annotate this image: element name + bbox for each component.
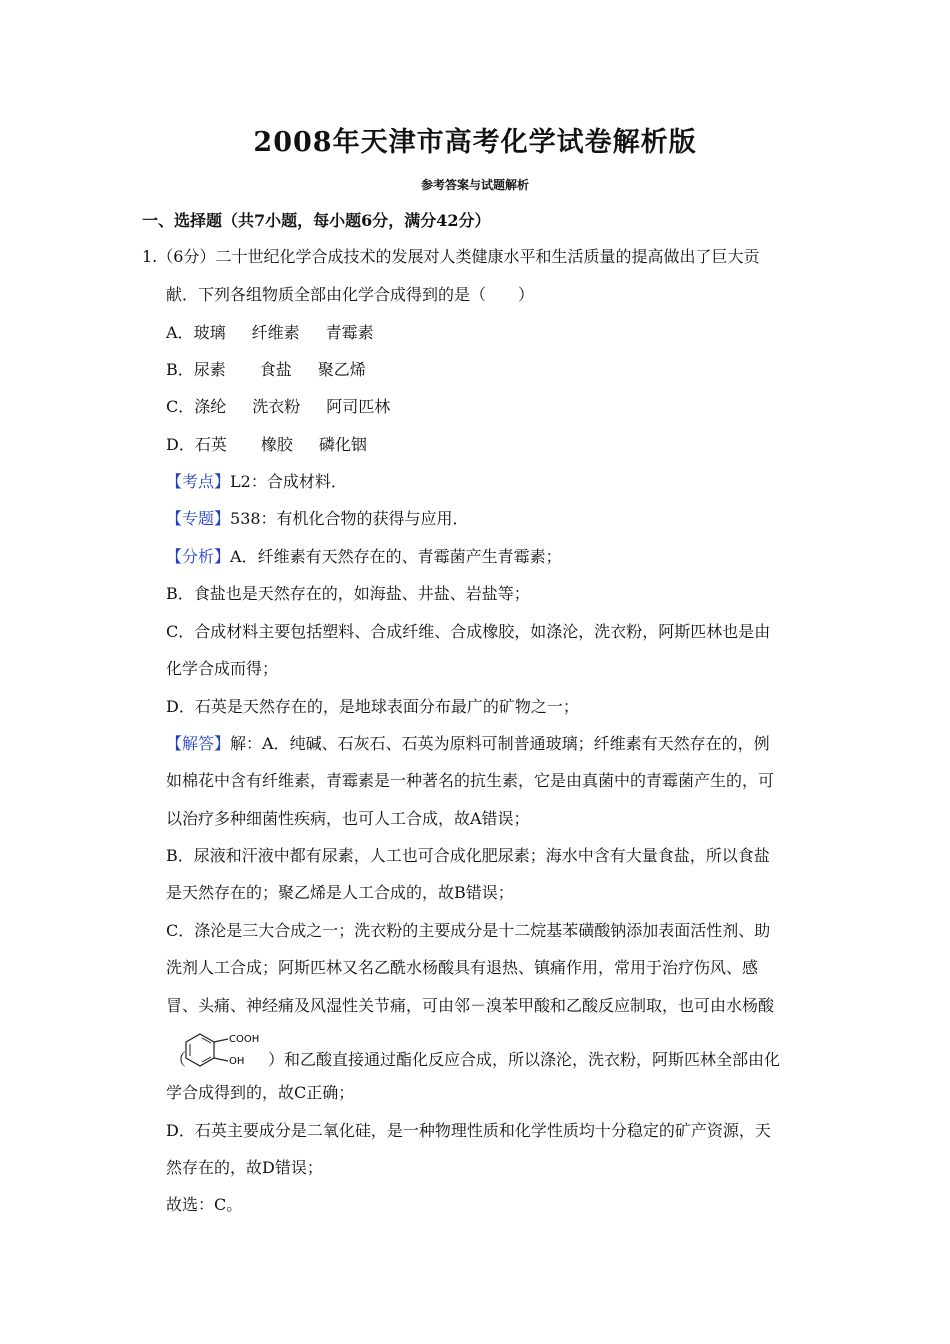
option-letter: D． bbox=[166, 435, 195, 454]
salicylic-acid-structure bbox=[172, 1026, 272, 1076]
jieda-a-line-3: 以治疗多种细菌性疾病，也可人工合成，故A错误； bbox=[166, 809, 530, 828]
page-title: 2008年天津市高考化学试卷解析版 bbox=[253, 127, 697, 158]
option-letter: C． bbox=[166, 397, 195, 416]
option-item: 石英 bbox=[194, 435, 227, 454]
jieda-b-line-1: B．尿液和汗液中都有尿素，人工也可合成化肥尿素；海水中含有大量食盐，所以食盐 bbox=[166, 846, 770, 865]
option-item: 尿素 bbox=[193, 360, 226, 379]
oh-label: OH bbox=[229, 1056, 245, 1067]
question-stem-line-1: 1.（6分）二十世纪化学合成技术的发展对人类健康水平和生活质量的提高做出了巨大贡 bbox=[142, 247, 760, 266]
jieda-b-line-2: 是天然存在的；聚乙烯是人工合成的，故B错误； bbox=[166, 883, 514, 902]
kaodian-tag: 【考点】 bbox=[166, 472, 231, 491]
fenxi-c-line-1: C．合成材料主要包括塑料、合成纤维、合成橡胶，如涤沦，洗衣粉，阿斯匹林也是由 bbox=[166, 622, 771, 641]
kaodian-text: L2：合成材料． bbox=[230, 472, 347, 491]
section-heading: 一、选择题（共7小题，每小题6分，满分42分） bbox=[142, 211, 491, 230]
option-item: 玻璃 bbox=[193, 323, 226, 342]
option-item: 磷化铟 bbox=[318, 435, 367, 454]
option-letter: B． bbox=[166, 360, 194, 379]
option-item: 聚乙烯 bbox=[317, 360, 366, 379]
fenxi-d-line: D．石英是天然存在的，是地球表面分布最广的矿物之一； bbox=[166, 697, 579, 716]
fenxi-c-line-2: 化学合成而得； bbox=[166, 659, 279, 678]
jieda-tag: 【解答】 bbox=[166, 734, 231, 753]
option-letter: A． bbox=[166, 323, 194, 342]
kaodian-line bbox=[166, 471, 347, 493]
zhuanti-line bbox=[166, 508, 469, 530]
option-item: 纤维素 bbox=[251, 323, 300, 342]
option-c bbox=[166, 396, 390, 418]
fenxi-tag: 【分析】 bbox=[166, 547, 231, 566]
jieda-a-line-2: 如棉花中含有纤维素，青霉素是一种著名的抗生素，它是由真菌中的青霉菌产生的，可 bbox=[166, 771, 775, 790]
jieda-line bbox=[166, 733, 770, 755]
option-d bbox=[166, 434, 367, 456]
option-item: 食盐 bbox=[259, 360, 292, 379]
zhuanti-tag: 【专题】 bbox=[166, 509, 231, 528]
option-item: 橡胶 bbox=[260, 435, 293, 454]
option-item: 涤纶 bbox=[194, 397, 227, 416]
jieda-c-line-4-rest: ）和乙酸直接通过酯化反应合成，所以涤沦，洗衣粉，阿斯匹林全部由化 bbox=[268, 1050, 781, 1069]
jieda-c-line-2: 洗剂人工合成；阿斯匹林又名乙酰水杨酸具有退热、镇痛作用，常用于治疗伤风、感 bbox=[166, 958, 759, 977]
cooh-label: COOH bbox=[229, 1034, 260, 1045]
jieda-a-text: 解：A．纯碱、石灰石、石英为原料可制普通玻璃；纤维素有天然存在的，例 bbox=[230, 734, 770, 753]
fenxi-a-text: A．纤维素有天然存在的、青霉菌产生青霉素； bbox=[230, 547, 562, 566]
jieda-d-line-1: D．石英主要成分是二氧化硅，是一种物理性质和化学性质均十分稳定的矿产资源，天 bbox=[166, 1121, 771, 1140]
fenxi-b-line: B．食盐也是天然存在的，如海盐、井盐、岩盐等； bbox=[166, 584, 530, 603]
question-stem-line-2: 献．下列各组物质全部由化学合成得到的是（ ） bbox=[166, 285, 535, 304]
conclusion-line: 故选：C。 bbox=[166, 1195, 243, 1214]
option-item: 洗衣粉 bbox=[252, 397, 301, 416]
jieda-c-line-4-open: （ bbox=[170, 1050, 187, 1069]
jieda-c-line-3: 冒、头痛、神经痛及风湿性关节痛，可由邻－溴苯甲酸和乙酸反应制取，也可由水杨酸 bbox=[166, 996, 775, 1015]
page-subtitle: 参考答案与试题解析 bbox=[420, 178, 529, 192]
option-item: 阿司匹林 bbox=[326, 397, 391, 416]
fenxi-line bbox=[166, 546, 562, 568]
jieda-c-line-1: C．涤沦是三大合成之一；洗衣粉的主要成分是十二烷基苯磺酸钠添加表面活性剂、助 bbox=[166, 921, 771, 940]
jieda-c-line-5: 学合成得到的，故C正确； bbox=[166, 1083, 355, 1102]
option-item: 青霉素 bbox=[325, 323, 374, 342]
jieda-d-line-2: 然存在的，故D错误； bbox=[166, 1158, 323, 1177]
zhuanti-text: 538：有机化合物的获得与应用． bbox=[230, 509, 469, 528]
option-a bbox=[166, 322, 374, 344]
option-b bbox=[166, 359, 366, 381]
